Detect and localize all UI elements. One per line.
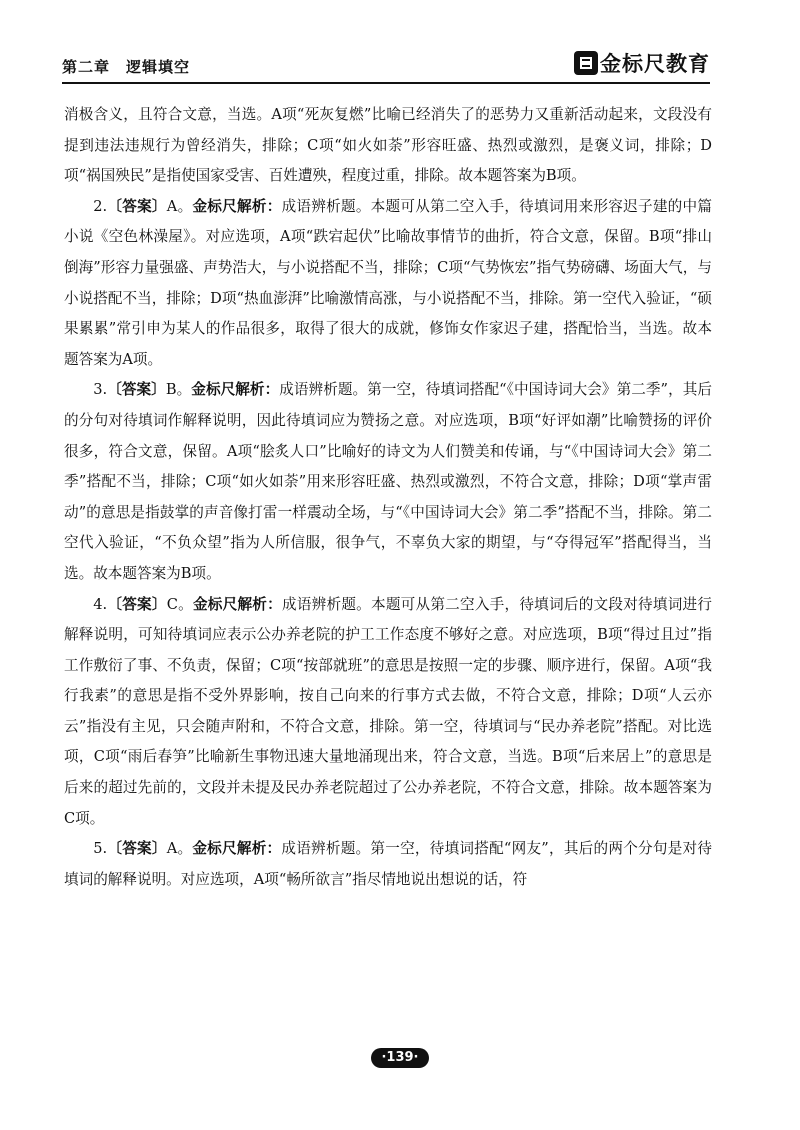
chapter-title: 第二章 逻辑填空	[62, 58, 191, 76]
analysis-label: 金标尺解析：	[192, 595, 282, 613]
paragraph-text: 成语辨析题。本题可从第二空入手，待填词后的文段对待填词进行解释说明，可知待填词应表示公办养老院的护工工作态度不够好之意。对应选项，B项“得过且过”指工作敷衍了事、不负责，保留；C项“按部就班”的意思是按照一定的步骤、顺序进行，保留。A项“我行我素”的意思是指不受外界影响，按自己向来的行事方式去做，不符合文意，排除；D项“人云亦云”指没有主见，只会随声附和，不符合文意，排除。第一空，待填词与“民办养老院”搭配。对比选项，C项“雨后春笋”比喻新生事物迅速大量地涌现出来，符合文意，当选。B项“后来居上”的意思是后来的超过先前的，文段并未提及民办养老院超过了公办养老院，不符合文意，排除。故本题答案为C项。	[64, 595, 712, 827]
answer-letter: C。	[166, 595, 193, 613]
paragraph-text: 消极含义，且符合文意，当选。A项“死灰复燃”比喻已经消失了的恶势力又重新活动起来，文段没有提到违法违规行为曾经消失，排除；C项“如火如荼”形容旺盛、热烈或激烈，是褒义词，排除；D项“祸国殃民”是指使国家受害、百姓遭殃，程度过重，排除。故本题答案为B项。	[64, 106, 712, 185]
answer-letter: B。	[165, 381, 192, 399]
page-number: ·139·	[371, 1048, 428, 1068]
answer-label: 〔答案〕	[107, 197, 167, 215]
answer-content	[64, 100, 712, 895]
item-number: 3.	[93, 381, 108, 399]
analysis-label: 金标尺解析：	[191, 381, 280, 399]
answer-item-4	[64, 590, 712, 835]
answer-label: 〔答案〕	[107, 595, 167, 613]
page-header	[62, 48, 710, 86]
brand	[574, 50, 710, 76]
brand-name: 金标尺教育	[600, 52, 710, 76]
analysis-label: 金标尺解析：	[192, 197, 282, 215]
item-number: 5.	[93, 840, 108, 858]
answer-label: 〔答案〕	[107, 381, 166, 399]
answer-label: 〔答案〕	[107, 840, 167, 858]
answer-letter: A。	[166, 840, 193, 858]
brand-logo-icon	[574, 51, 598, 75]
analysis-label: 金标尺解析：	[192, 840, 282, 858]
answer-item-2	[64, 192, 712, 376]
item-number: 4.	[93, 595, 108, 613]
item-number: 2.	[93, 197, 108, 215]
paragraph-text: 成语辨析题。第一空，待填词搭配“《中国诗词大会》第二季”，其后的分句对待填词作解释说明，因此待填词应为赞扬之意。对应选项，B项“好评如潮”比喻赞扬的评价很多，符合文意，保留。A项“脍炙人口”比喻好的诗文为人们赞美和传诵，与“《中国诗词大会》第二季”搭配不当，排除；C项“如火如荼”用来形容旺盛、热烈或激烈，不符合文意，排除；D项“掌声雷动”的意思是指鼓掌的声音像打雷一样震动全场，与“《中国诗词大会》第二季”搭配不当，排除。第二空代入验证，“不负众望”指为人所信服，很争气，不辜负大家的期望，与“夺得冠军”搭配得当，当选。故本题答案为B项。	[64, 381, 712, 582]
paragraph-text: 成语辨析题。本题可从第二空入手，待填词用来形容迟子建的中篇小说《空色林澡屋》。对应选项，A项“跌宕起伏”比喻故事情节的曲折，符合文意，保留。B项“排山倒海”形容力量强盛、声势浩大，与小说搭配不当，排除；C项“气势恢宏”指气势磅礴、场面大气，与小说搭配不当，排除；D项“热血澎湃”比喻激情高涨，与小说搭配不当，排除。第一空代入验证，“硕果累累”常引申为某人的作品很多，取得了很大的成就，修饰女作家迟子建，搭配恰当，当选。故本题答案为A项。	[64, 197, 712, 368]
header-rule	[62, 82, 710, 84]
answer-letter: A。	[166, 197, 193, 215]
paragraph-continued	[64, 100, 712, 192]
answer-item-5	[64, 834, 712, 895]
page-footer	[0, 1046, 800, 1068]
paragraph-text: 成语辨析题。第一空，待填词搭配“网友”，其后的两个分句是对待填词的解释说明。对应选项，A项“畅所欲言”指尽情地说出想说的话，符	[64, 840, 712, 888]
answer-item-3	[64, 375, 712, 589]
